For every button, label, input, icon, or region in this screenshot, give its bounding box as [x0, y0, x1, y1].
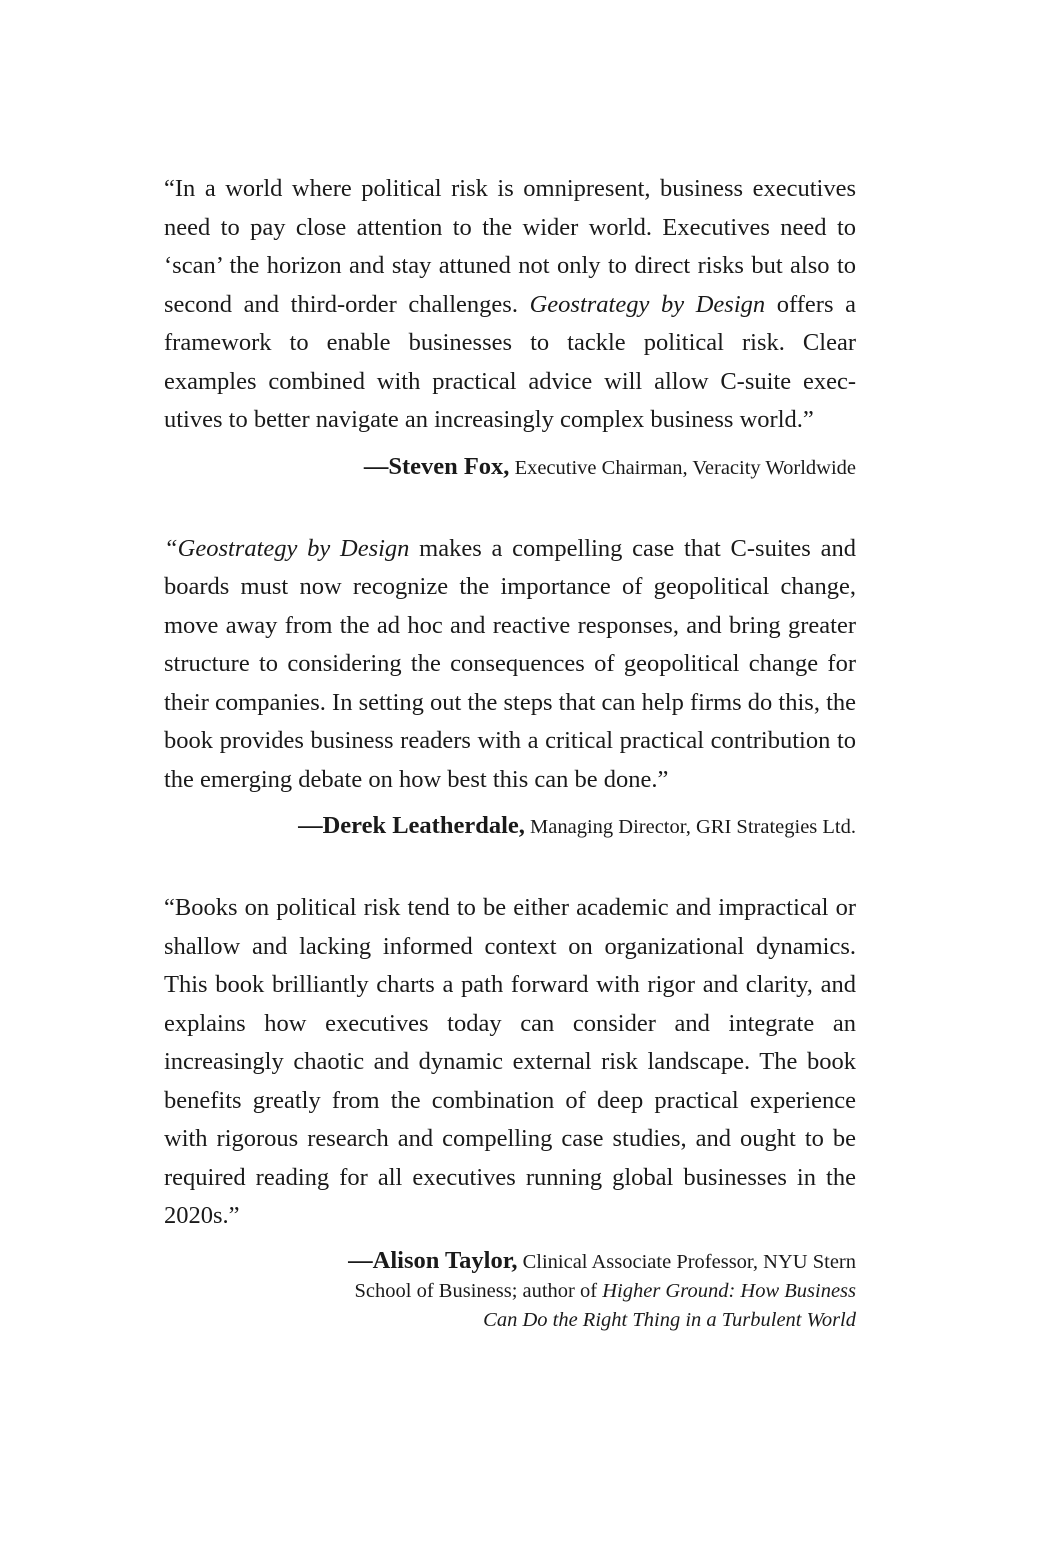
page — [164, 170, 856, 1335]
endorsement-2 — [164, 530, 856, 843]
endorser-name: Derek Leatherdale, — [322, 812, 525, 839]
endorser-title: School of Business; author of — [354, 1279, 603, 1302]
endorser-name: Steven Fox, — [388, 452, 510, 480]
quote-text: offers a framework to enable businesses to tackle political risk. Clear examples combined with practical advice will allow C-suite executives to better navigate an increasingly complex business world.” — [164, 290, 856, 433]
book-title: “Geostrategy by Design — [164, 534, 410, 562]
endorsement-attribution — [164, 1246, 856, 1335]
endorser-title: Clinical Associate Professor, NYU Stern — [517, 1250, 856, 1273]
endorser-title: Managing Director, GRI Strategies Ltd. — [524, 816, 856, 838]
endorser-name: Alison Taylor, — [372, 1246, 518, 1274]
attribution-dash: — — [348, 1246, 373, 1274]
endorsement-attribution — [164, 452, 856, 483]
endorsement-3 — [164, 889, 856, 1335]
endorsement-quote — [164, 889, 856, 1236]
endorser-book-title: Can Do the Right Thing in a Turbulent World — [483, 1308, 856, 1331]
endorsement-quote — [164, 530, 856, 800]
attribution-dash: — — [363, 452, 389, 480]
book-title: Geostrategy by Design — [529, 290, 766, 318]
endorsement-quote — [164, 170, 856, 440]
quote-text: “In a world where political risk is omnipresent, business executives need to pay close attention to the wider world. Executives need to ‘scan’ the horizon and stay attuned not only to direct risks but also to second and third-order challenges. — [164, 175, 856, 318]
endorsement-1 — [164, 170, 856, 483]
endorser-title: Executive Chairman, Veracity Worldwide — [509, 456, 856, 479]
endorser-book-title: Higher Ground: How Business — [602, 1279, 856, 1302]
quote-text: makes a compelling case that C-suites and boards must now recognize the importance of geopolitical change, move away from the ad hoc and reactive responses, and bring greater structure to considering the consequences of geopolitical change for their companies. In setting out the steps that can help firms do this, the book provides business readers with a critical practical contribution to the emerging debate on how best this can be done.” — [164, 534, 856, 793]
endorsement-attribution — [164, 811, 856, 842]
attribution-dash: — — [298, 812, 323, 839]
quote-text: “Books on political risk tend to be either academic and impractical or shallow and lacking informed context on organizational dynamics. This book brilliantly charts a path forward with rigor and clarity, and explains how executives today can consider and integrate an increasingly chaotic and dynamic external risk landscape. The book benefits greatly from the combination of deep practical experience with rigorous research and compelling case studies, and ought to be required reading for all executives running global businesses in the 2020s.” — [164, 894, 856, 1229]
